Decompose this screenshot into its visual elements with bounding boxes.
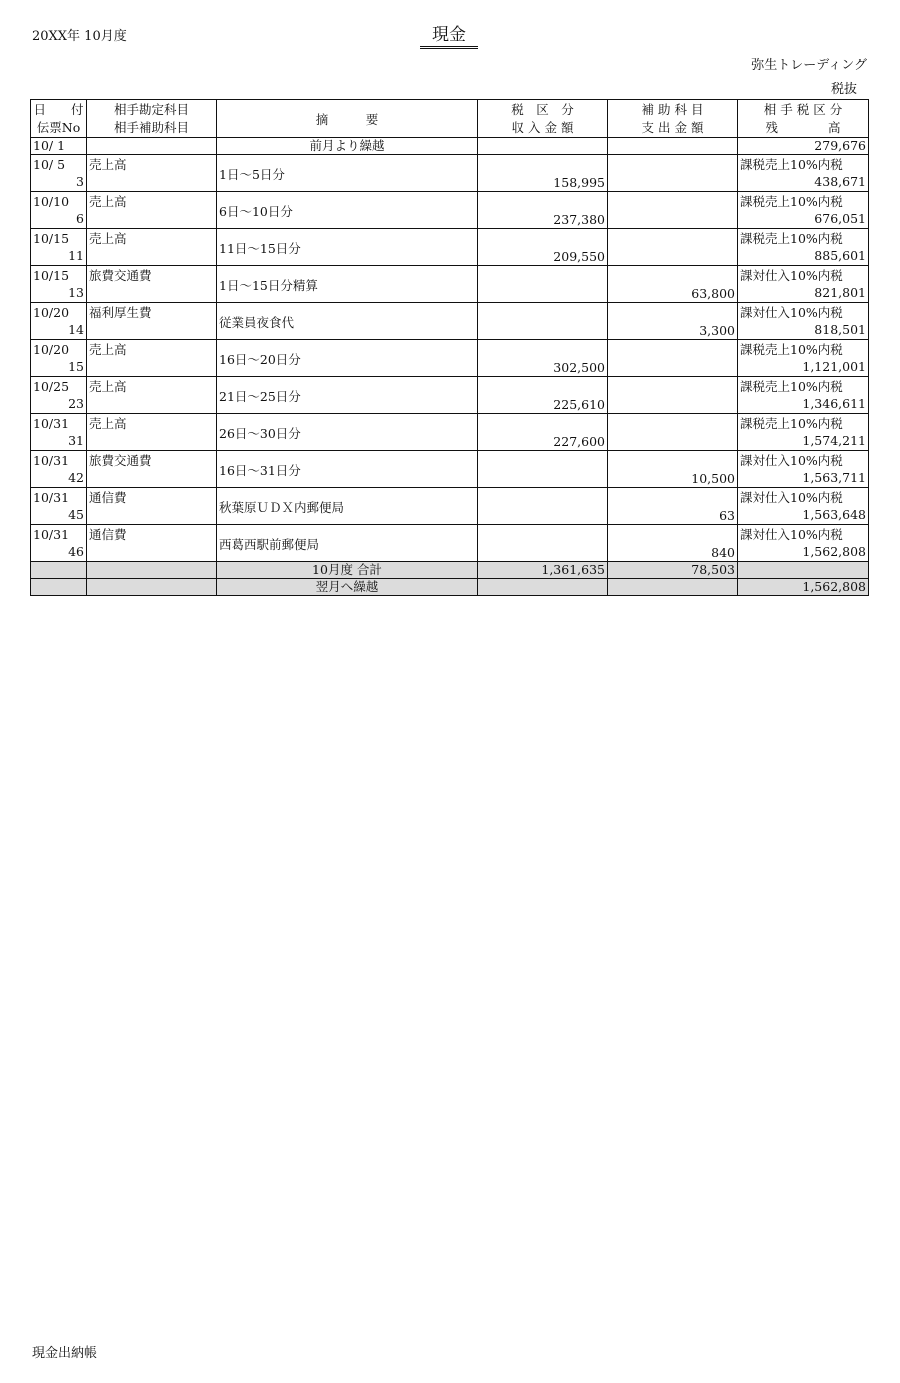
balance-amount: 1,574,211 — [802, 433, 866, 448]
entry-date: 10/ 5 — [33, 157, 66, 172]
counter-account: 福利厚生費 — [89, 305, 152, 320]
memo-cell: 秋葉原ＵＤＸ内郵便局 — [217, 488, 478, 525]
monthly-total-income: 1,361,635 — [478, 562, 608, 579]
memo-cell: 従業員夜食代 — [217, 303, 478, 340]
slip-number: 45 — [68, 507, 84, 522]
slip-number: 31 — [68, 433, 84, 448]
expense-amount: 840 — [608, 525, 738, 562]
account-cell — [87, 229, 217, 266]
expense-amount: 63 — [608, 488, 738, 525]
slip-number: 3 — [76, 174, 84, 189]
memo-cell: 6日～10日分 — [217, 192, 478, 229]
account-cell — [87, 266, 217, 303]
counter-tax-class: 課対仕入10%内税 — [740, 305, 843, 320]
table-row — [31, 340, 869, 377]
counter-account: 売上高 — [89, 379, 127, 394]
entry-date: 10/10 — [33, 194, 70, 209]
carry-forward-date: 10/ 1 — [31, 138, 87, 155]
memo-cell: 西葛西駅前郵便局 — [217, 525, 478, 562]
next-month-row — [31, 579, 869, 596]
tax-balance-cell — [738, 192, 869, 229]
memo-cell: 16日～31日分 — [217, 451, 478, 488]
account-cell — [87, 451, 217, 488]
carry-forward-balance: 279,676 — [738, 138, 869, 155]
table-row — [31, 303, 869, 340]
tax-balance-cell — [738, 377, 869, 414]
header-sub-expense: 補 助 科 目 支 出 金 額 — [608, 100, 738, 138]
balance-amount: 1,121,001 — [802, 359, 866, 374]
expense-amount: 10,500 — [608, 451, 738, 488]
date-no-cell — [31, 192, 87, 229]
slip-number: 6 — [76, 211, 84, 226]
counter-account: 売上高 — [89, 194, 127, 209]
date-no-cell — [31, 488, 87, 525]
balance-amount: 821,801 — [814, 285, 866, 300]
tax-balance-cell — [738, 340, 869, 377]
counter-account: 売上高 — [89, 416, 127, 431]
memo-cell: 16日～20日分 — [217, 340, 478, 377]
income-amount: 227,600 — [478, 414, 608, 451]
account-cell — [87, 155, 217, 192]
counter-account: 通信費 — [89, 490, 127, 505]
counter-tax-class: 課税売上10%内税 — [740, 157, 843, 172]
page-title: 現金 — [420, 24, 478, 49]
table-row — [31, 377, 869, 414]
carry-forward-row — [31, 138, 869, 155]
counter-tax-class: 課税売上10%内税 — [740, 379, 843, 394]
income-amount: 225,610 — [478, 377, 608, 414]
entry-date: 10/31 — [33, 490, 70, 505]
entry-date: 10/15 — [33, 231, 70, 246]
entry-date: 10/31 — [33, 416, 70, 431]
date-no-cell — [31, 155, 87, 192]
counter-tax-class: 課対仕入10%内税 — [740, 527, 843, 542]
table-row — [31, 414, 869, 451]
account-cell — [87, 377, 217, 414]
account-cell — [87, 340, 217, 377]
monthly-total-label: 10月度 合計 — [217, 562, 478, 579]
next-month-label: 翌月へ繰越 — [217, 579, 478, 596]
tax-balance-cell — [738, 155, 869, 192]
expense-amount: 3,300 — [608, 303, 738, 340]
expense-amount — [608, 414, 738, 451]
account-cell — [87, 488, 217, 525]
income-amount — [478, 451, 608, 488]
memo-cell: 11日～15日分 — [217, 229, 478, 266]
income-amount: 158,995 — [478, 155, 608, 192]
header-tax-income: 税 区 分 収 入 金 額 — [478, 100, 608, 138]
balance-amount: 885,601 — [814, 248, 866, 263]
account-cell — [87, 303, 217, 340]
balance-amount: 1,563,711 — [802, 470, 866, 485]
table-row — [31, 266, 869, 303]
cash-ledger-table — [30, 99, 869, 596]
expense-amount: 63,800 — [608, 266, 738, 303]
expense-amount — [608, 340, 738, 377]
date-no-cell — [31, 525, 87, 562]
carry-forward-label: 前月より繰越 — [217, 138, 478, 155]
balance-amount: 676,051 — [814, 211, 866, 226]
counter-tax-class: 課対仕入10%内税 — [740, 453, 843, 468]
tax-balance-cell — [738, 303, 869, 340]
header-memo: 摘 要 — [217, 100, 478, 138]
entry-date: 10/31 — [33, 527, 70, 542]
header-date-no: 日 付 伝票No — [31, 100, 87, 138]
monthly-total-row — [31, 562, 869, 579]
counter-tax-class: 課税売上10%内税 — [740, 416, 843, 431]
counter-tax-class: 課税売上10%内税 — [740, 231, 843, 246]
memo-cell: 21日～25日分 — [217, 377, 478, 414]
expense-amount — [608, 192, 738, 229]
counter-tax-class: 課対仕入10%内税 — [740, 490, 843, 505]
slip-number: 23 — [68, 396, 84, 411]
entry-date: 10/25 — [33, 379, 70, 394]
date-no-cell — [31, 377, 87, 414]
slip-number: 15 — [68, 359, 84, 374]
company-name: 弥生トレーディング — [751, 58, 867, 73]
income-amount — [478, 488, 608, 525]
account-cell — [87, 414, 217, 451]
book-name-footer: 現金出納帳 — [32, 1346, 98, 1361]
counter-account: 旅費交通費 — [89, 453, 152, 468]
tax-balance-cell — [738, 414, 869, 451]
entry-date: 10/31 — [33, 453, 70, 468]
tax-balance-cell — [738, 229, 869, 266]
counter-account: 通信費 — [89, 527, 127, 542]
table-row — [31, 192, 869, 229]
tax-balance-cell — [738, 451, 869, 488]
table-row — [31, 155, 869, 192]
counter-tax-class: 課対仕入10%内税 — [740, 268, 843, 283]
balance-amount: 1,563,648 — [802, 507, 866, 522]
tax-balance-cell — [738, 488, 869, 525]
memo-cell: 1日～5日分 — [217, 155, 478, 192]
balance-amount: 818,501 — [814, 322, 866, 337]
memo-cell: 1日～15日分精算 — [217, 266, 478, 303]
slip-number: 11 — [68, 248, 84, 263]
income-amount: 302,500 — [478, 340, 608, 377]
balance-amount: 438,671 — [814, 174, 866, 189]
date-no-cell — [31, 303, 87, 340]
table-row — [31, 451, 869, 488]
table-row — [31, 229, 869, 266]
counter-account: 旅費交通費 — [89, 268, 152, 283]
tax-mode-label: 税抜 — [830, 82, 857, 97]
date-no-cell — [31, 451, 87, 488]
date-no-cell — [31, 414, 87, 451]
counter-account: 売上高 — [89, 342, 127, 357]
account-cell — [87, 192, 217, 229]
counter-tax-class: 課税売上10%内税 — [740, 194, 843, 209]
entry-date: 10/20 — [33, 342, 70, 357]
slip-number: 42 — [68, 470, 84, 485]
balance-amount: 1,346,611 — [802, 396, 866, 411]
balance-amount: 1,562,808 — [802, 544, 866, 559]
income-amount — [478, 266, 608, 303]
next-month-balance: 1,562,808 — [738, 579, 869, 596]
counter-account: 売上高 — [89, 231, 127, 246]
date-no-cell — [31, 340, 87, 377]
entry-date: 10/20 — [33, 305, 70, 320]
table-row — [31, 488, 869, 525]
expense-amount — [608, 155, 738, 192]
entry-date: 10/15 — [33, 268, 70, 283]
slip-number: 13 — [68, 285, 84, 300]
header-account: 相手勘定科目 相手補助科目 — [87, 100, 217, 138]
table-row — [31, 525, 869, 562]
counter-account: 売上高 — [89, 157, 127, 172]
slip-number: 46 — [68, 544, 84, 559]
income-amount — [478, 303, 608, 340]
expense-amount — [608, 229, 738, 266]
slip-number: 14 — [68, 322, 84, 337]
expense-amount — [608, 377, 738, 414]
income-amount: 209,550 — [478, 229, 608, 266]
date-no-cell — [31, 229, 87, 266]
account-cell — [87, 525, 217, 562]
date-no-cell — [31, 266, 87, 303]
tax-balance-cell — [738, 266, 869, 303]
income-amount: 237,380 — [478, 192, 608, 229]
memo-cell: 26日～30日分 — [217, 414, 478, 451]
monthly-total-expense: 78,503 — [608, 562, 738, 579]
counter-tax-class: 課税売上10%内税 — [740, 342, 843, 357]
table-header-row — [31, 100, 869, 138]
tax-balance-cell — [738, 525, 869, 562]
income-amount — [478, 525, 608, 562]
period-label: 20XX年 10月度 — [32, 29, 127, 44]
header-counter-tax-balance: 相 手 税 区 分 残 高 — [738, 100, 869, 138]
